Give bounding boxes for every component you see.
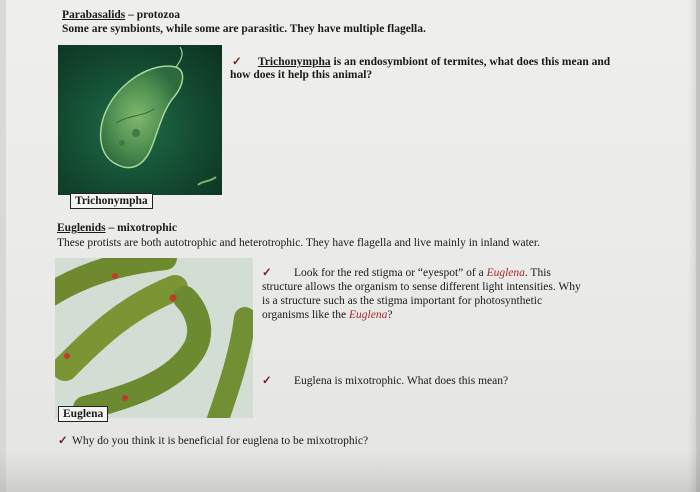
trichonympha-question-rest: is an endosymbiont of termites, what does this mean and xyxy=(330,56,611,68)
checkmark-icon: ✓ xyxy=(262,267,272,279)
checkmark-icon: ✓ xyxy=(262,375,272,387)
stigma-question-line1 xyxy=(294,266,551,280)
euglena-illustration xyxy=(55,258,253,418)
mixotrophic-question: Euglena is mixotrophic. What does this mean? xyxy=(294,375,509,387)
stigma-line1-em: Euglena xyxy=(486,267,525,279)
page-shadow-right xyxy=(688,0,700,492)
euglena-caption: Euglena xyxy=(58,406,108,422)
page-shadow-bottom xyxy=(0,452,700,492)
trichonympha-illustration xyxy=(58,45,222,195)
stigma-line4-post: ? xyxy=(387,309,393,321)
stigma-question-line3: is a structure such as the stigma important for photosynthetic xyxy=(262,295,543,307)
trichonympha-term: Trichonympha xyxy=(258,56,331,68)
parabasalids-title-suffix: – protozoa xyxy=(125,9,180,21)
trichonympha-micrograph xyxy=(58,45,222,195)
stigma-line1-pre: Look for the red stigma or “eyespot” of a xyxy=(294,267,487,279)
stigma-line4-em: Euglena xyxy=(349,309,388,321)
trichonympha-caption: Trichonympha xyxy=(70,193,153,209)
stigma-question-line4 xyxy=(262,308,392,322)
checkmark-icon: ✓ xyxy=(232,56,242,68)
checkmark-icon: ✓ xyxy=(58,435,68,447)
stigma-line4-pre: organisms like the xyxy=(262,309,349,321)
parabasalids-description: Some are symbionts, while some are parasitic. They have multiple flagella. xyxy=(62,23,426,35)
section-parabasalids-heading xyxy=(62,8,180,22)
beneficial-question: Why do you think it is beneficial for euglena to be mixotrophic? xyxy=(72,435,369,447)
euglena-micrograph xyxy=(55,258,253,418)
trichonympha-question-line2: how does it help this animal? xyxy=(230,69,373,81)
stigma-question-line2: structure allows the organism to sense different light intensities. Why xyxy=(262,281,581,293)
euglenids-description: These protists are both autotrophic and heterotrophic. They have flagella and live mainly in inland water. xyxy=(57,237,540,249)
trichonympha-question-line1 xyxy=(258,55,610,69)
euglenids-title: Euglenids xyxy=(57,222,106,234)
parabasalids-title: Parabasalids xyxy=(62,9,126,21)
section-euglenids-heading xyxy=(57,221,177,235)
euglenids-title-suffix: – mixotrophic xyxy=(105,222,177,234)
stigma-line1-post: . This xyxy=(524,267,551,279)
